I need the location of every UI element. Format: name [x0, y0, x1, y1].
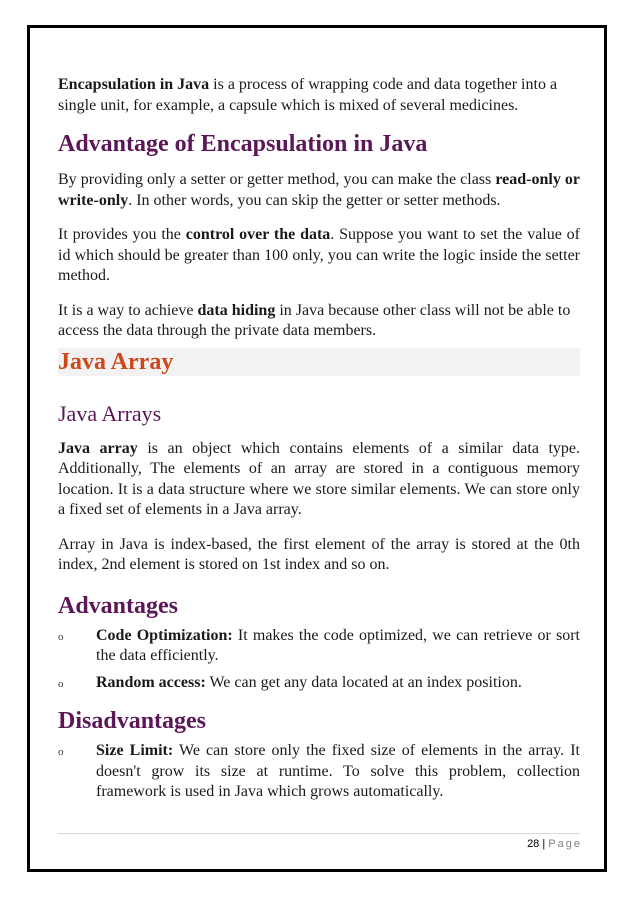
adv-p3-text-c: in Java because other class will not be able to access the data through the private data members.: [58, 301, 571, 339]
page-label: Page: [548, 838, 582, 850]
arr-p1-bold: Java array: [58, 439, 138, 457]
page-number: 28: [527, 838, 540, 850]
list-item-label: Random access:: [96, 673, 206, 691]
adv-p3-bold: data hiding: [197, 301, 276, 319]
adv-p3-text-a: It is a way to achieve: [58, 301, 198, 319]
intro-paragraph: [58, 75, 580, 116]
bullet-icon: o: [58, 677, 64, 690]
arr-paragraph-2: Array in Java is index-based, the first element of the array is stored at the 0th index, 2nd element is stored on 1st index and so on.: [58, 535, 580, 573]
list-item: [58, 673, 580, 694]
java-array-heading: Java Array: [58, 348, 580, 376]
adv-paragraph-3: [58, 301, 580, 342]
adv-p2-text-a: It provides you the: [58, 226, 186, 243]
adv-p1-text-a: By providing only a setter or getter method, you can make the class: [58, 171, 496, 188]
page-separator: |: [539, 838, 549, 850]
arr-p1-text: is an object which contains elements of a similar data type. Additionally, The elements of an array are stored in a contiguous memory location. It is a data structure where we store similar elements. We can store only a fixed set of elements in a Java array.: [58, 439, 581, 518]
adv-p2-bold: control over the data: [185, 226, 331, 243]
list-item-label: Size Limit:: [96, 742, 174, 759]
adv-p1-bold: read-only or write-only: [58, 171, 581, 209]
disadvantages-list: [58, 741, 580, 803]
bullet-icon: o: [58, 630, 64, 643]
page-footer: [527, 838, 582, 850]
list-item-text: [96, 673, 580, 694]
bullet-icon: o: [58, 746, 64, 758]
intro-text: is a process of wrapping code and data together into a single unit, for example, a capsule which is mixed of several medicines.: [58, 76, 558, 114]
footer-divider: [58, 833, 580, 834]
list-item-body: We can store only the fixed size of elements in the array. It doesn't grow its size at runtime. To solve this problem, collection framework is used in Java which grows automatically.: [96, 742, 580, 800]
adv-paragraph-1: [58, 170, 580, 211]
list-item: [58, 626, 580, 667]
advantages-list: [58, 626, 580, 694]
disadvantages-heading: Disadvantages: [58, 708, 207, 734]
advantage-heading: Advantage of Encapsulation in Java: [58, 131, 428, 157]
adv-paragraph-2: [58, 225, 580, 287]
adv-p2-text-c: . Suppose you want to set the value of id which should be greater than 100 only, you can write the logic inside the setter method.: [58, 226, 581, 284]
document-content: [58, 75, 580, 803]
list-item-body: We can get any data located at an index position.: [205, 673, 522, 691]
list-item-text: [96, 741, 580, 803]
adv-p1-text-c: . In other words, you can skip the getter or setter methods.: [128, 191, 501, 209]
list-item-label: Code Optimization:: [96, 626, 233, 644]
advantages-heading: Advantages: [58, 592, 179, 619]
list-item-body: It makes the code optimized, we can retrieve or sort the data efficiently.: [96, 626, 581, 664]
intro-bold: Encapsulation in Java: [58, 76, 210, 93]
list-item-text: [96, 626, 580, 667]
arr-paragraph-1: [58, 439, 580, 521]
java-arrays-subheading: Java Arrays: [58, 400, 162, 426]
list-item: [58, 741, 580, 803]
